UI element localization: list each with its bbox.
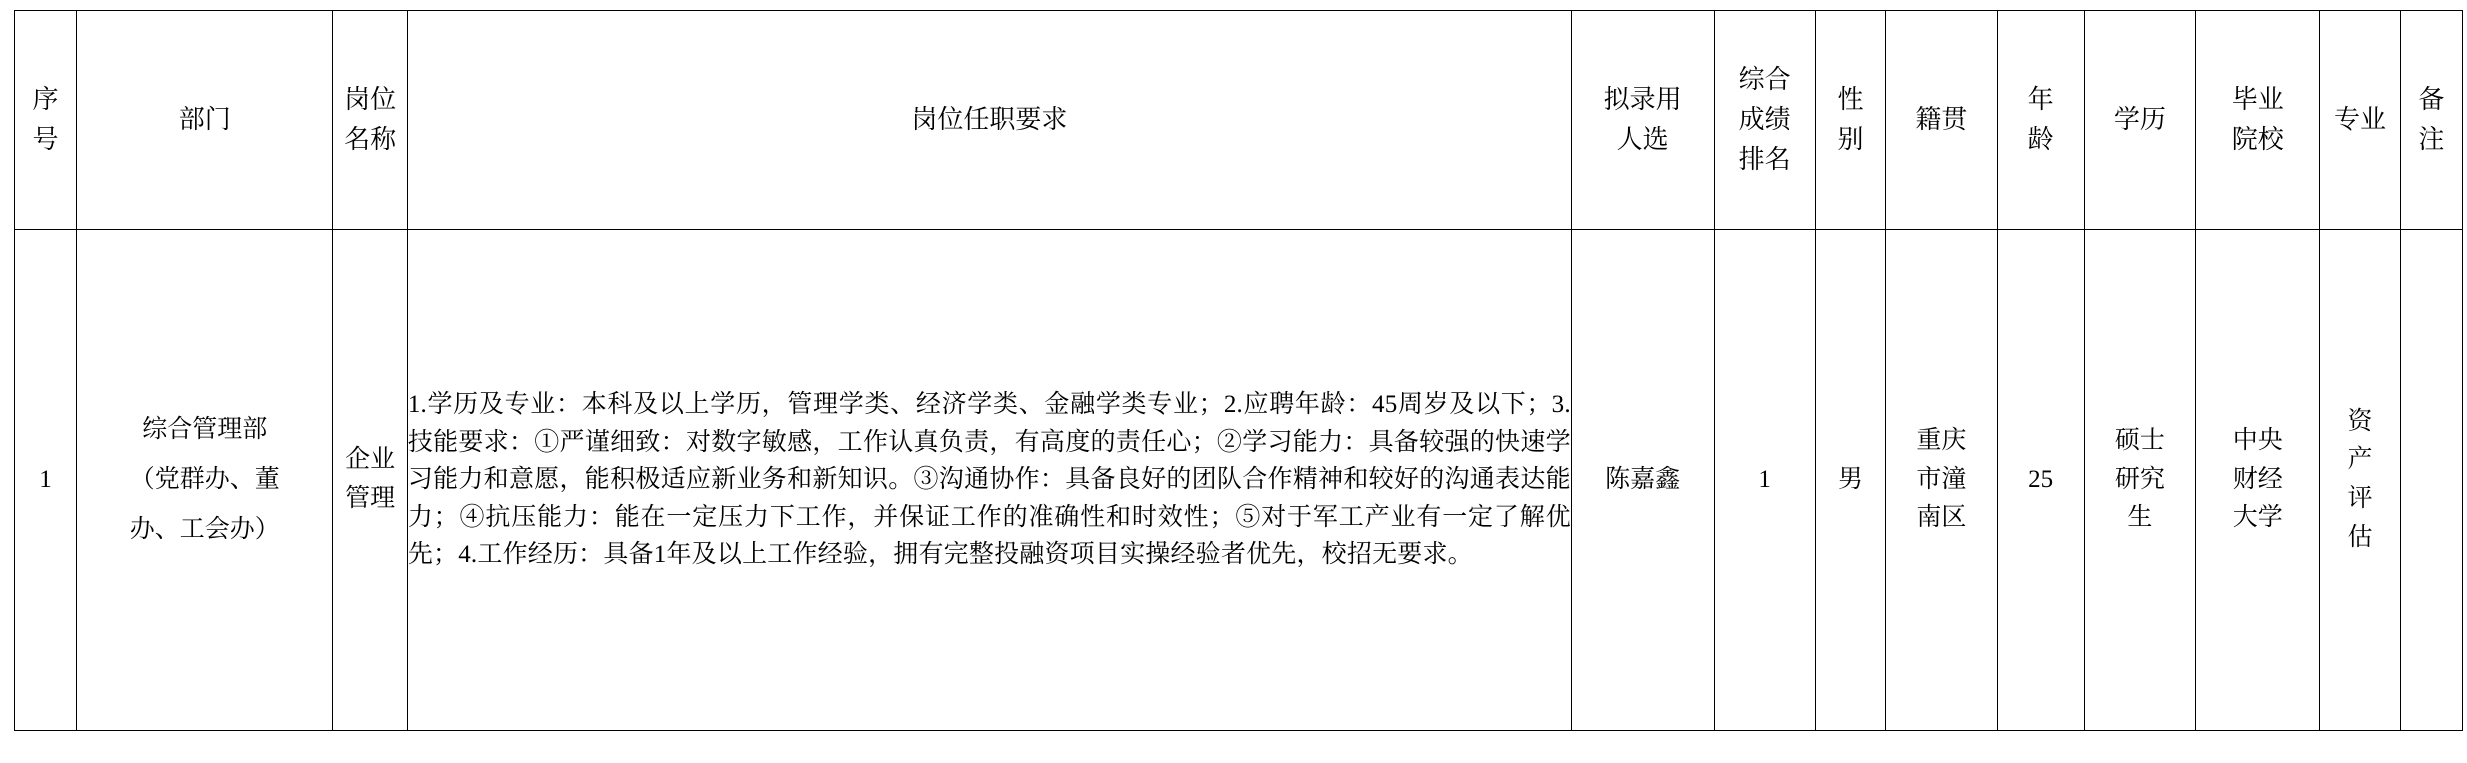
cell-gender: 男 (1815, 230, 1885, 731)
cell-school (2196, 230, 2320, 731)
header-origin-line1: 籍贯 (1915, 104, 1968, 134)
header-school-line1: 毕业 (2231, 84, 2284, 114)
cell-major-line4: 估 (2347, 523, 2373, 551)
header-department (77, 11, 333, 230)
cell-requirements (407, 230, 1571, 731)
header-origin (1886, 11, 1998, 230)
header-candidate (1571, 11, 1714, 230)
header-age (1997, 11, 2084, 230)
header-index-line2: 号 (32, 125, 59, 154)
table-header-row (15, 11, 2463, 230)
header-requirements-line1: 岗位任职要求 (911, 104, 1068, 134)
header-school-line2: 院校 (2231, 125, 2284, 154)
header-candidate-line2: 人选 (1616, 125, 1669, 154)
cell-department-line3: 办、工会办） (129, 516, 280, 543)
cell-major-line3: 评 (2347, 485, 2373, 512)
header-gender-line2: 别 (1837, 125, 1864, 154)
header-rank-line2: 成绩 (1738, 104, 1791, 134)
recruitment-table (14, 10, 2463, 731)
cell-school-line2: 财经 (2232, 465, 2283, 493)
cell-major-line1: 资 (2347, 407, 2373, 435)
header-department-line1: 部门 (178, 104, 231, 134)
cell-remark (2400, 230, 2462, 731)
header-age-line2: 龄 (2027, 125, 2054, 154)
cell-department-line1: 综合管理部 (142, 416, 268, 443)
cell-department (77, 230, 333, 731)
header-rank-line1: 综合 (1738, 64, 1791, 94)
header-major-line1: 专业 (2334, 104, 2387, 134)
cell-age: 25 (1997, 230, 2084, 731)
header-school (2196, 11, 2320, 230)
cell-origin-line1: 重庆 (1916, 426, 1967, 454)
table-row (15, 230, 2463, 731)
cell-school-line3: 大学 (2232, 504, 2283, 532)
cell-candidate: 陈嘉鑫 (1571, 230, 1714, 731)
cell-education-line2: 研究 (2114, 465, 2165, 493)
cell-rank: 1 (1714, 230, 1815, 731)
cell-origin (1886, 230, 1998, 731)
header-major (2320, 11, 2401, 230)
header-rank (1714, 11, 1815, 230)
cell-department-line2: （党群办、董 (129, 466, 280, 493)
header-position-line1: 岗位 (344, 84, 397, 114)
cell-position (333, 230, 407, 731)
header-education-line1: 学历 (2113, 104, 2166, 134)
header-position-line2: 名称 (344, 125, 397, 154)
header-index (15, 11, 77, 230)
cell-school-line1: 中央 (2232, 426, 2283, 454)
header-candidate-line1: 拟录用 (1603, 84, 1682, 114)
header-index-line1: 序 (32, 84, 59, 114)
cell-education (2084, 230, 2196, 731)
document-page (0, 10, 2467, 763)
cell-position-line1: 企业 (345, 446, 396, 474)
header-remark-line1: 备 (2418, 84, 2445, 114)
cell-education-line3: 生 (2127, 504, 2153, 532)
header-position (333, 11, 407, 230)
cell-major-line2: 产 (2347, 446, 2373, 474)
header-rank-line3: 排名 (1738, 145, 1791, 175)
cell-index: 1 (15, 230, 77, 731)
header-age-line1: 年 (2027, 84, 2054, 114)
cell-position-line2: 管理 (345, 485, 396, 512)
cell-requirements-text: 1.学历及专业：本科及以上学历，管理学类、经济学类、金融学类专业；2.应聘年龄：45周岁及以下；3.技能要求：①严谨细致：对数字敏感，工作认真负责，有高度的责任心；②学习能力：具备较强的快速学习能力和意愿，能积极适应新业务和新知识。③沟通协作：具备良好的团队合作精神和较好的沟通表达能力；④抗压能力：能在一定压力下工作，并保证工作的准确性和时效性；⑤对于军工产业有一定了解优先；4.工作经历：具备1年及以上工作经验，拥有完整投融资项目实操经验者优先，校招无要求。 (407, 391, 1571, 569)
header-remark (2400, 11, 2462, 230)
header-gender-line1: 性 (1837, 84, 1864, 114)
cell-origin-line3: 南区 (1916, 504, 1967, 532)
header-gender (1815, 11, 1885, 230)
cell-education-line1: 硕士 (2114, 426, 2165, 454)
header-requirements (407, 11, 1571, 230)
cell-origin-line2: 市潼 (1916, 465, 1967, 493)
header-remark-line2: 注 (2418, 125, 2445, 154)
cell-major (2320, 230, 2401, 731)
header-education (2084, 11, 2196, 230)
